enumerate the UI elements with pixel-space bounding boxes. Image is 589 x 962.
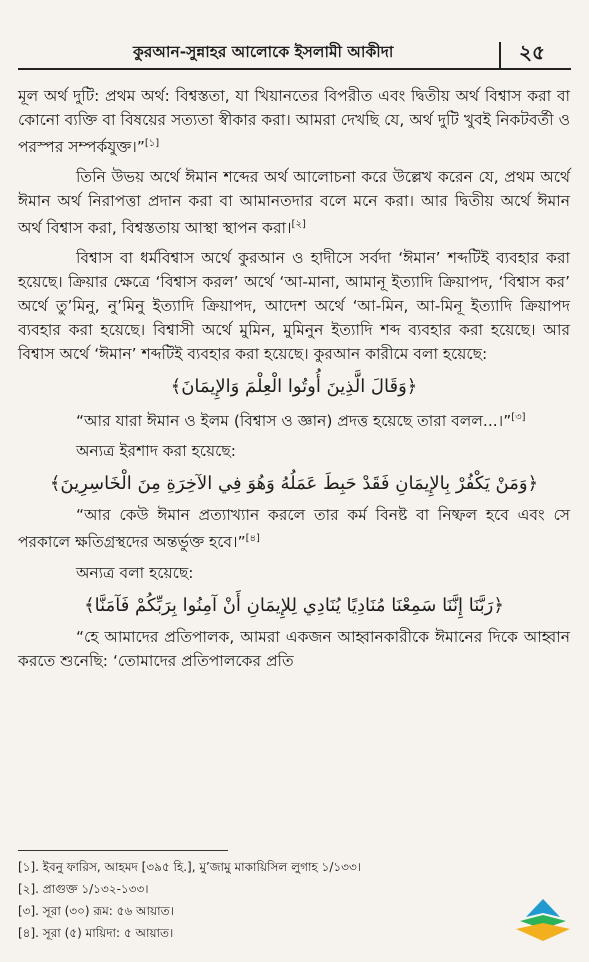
footnote-1: [১]. ইবনু ফারিস, আহমদ [৩৯৫ হি.], মু’জামু মাকায়িসিল লুগাহ ১/১৩৩। [18,860,362,874]
body-text [18,84,570,679]
footnote-ref-4: [৪] [245,533,260,545]
header-divider [499,42,501,70]
intro-2: অন্যত্র ইরশাদ করা হয়েছে: [76,442,236,461]
footnote-3: [৩]. সূরা (৩০) রূম: ৫৬ আয়াত। [18,904,174,918]
translation-3: “হে আমাদের প্রতিপালক, আমরা একজন আহ্বানকারীকে ঈমানের দিকে আহ্বান করতে শুনেছি: ‘তোমাদের প্রতিপালকের প্রতি [18,627,570,670]
footnote-ref-1: [১] [144,138,160,149]
footnote-rule [18,850,228,851]
footnote-2: [২]. প্রাগুক্ত ১/১৩২-১৩৩। [18,882,149,896]
page-number: ২৫ [519,40,545,64]
publisher-logo-icon [510,895,576,945]
translation-1: “আর যারা ঈমান ও ইলম (বিশ্বাস ও জ্ঞান) প্রদত্ত হয়েছে তারা বলল...।”[৩] [76,412,526,431]
footnote-4: [৪]. সূরা (৫) মায়িদা: ৫ আয়াত। [18,926,174,940]
paragraph-1: মূল অর্থ দুটি: প্রথম অর্থ: বিশ্বস্ততা, যা খিয়ানতের বিপরীত এবং দ্বিতীয় অর্থ বিশ্বাস করা বা কোনো ব্যক্তি বা বিষয়ের সত্যতা স্বীকার করা। আমরা দেখছি যে, অর্থ দুটি খুবই নিকটবর্তী ও পরস্পর সম্পর্কযুক্ত।”[১] [18,87,570,157]
footnote-ref-3: [৩] [511,412,526,424]
intro-3: অন্যত্র বলা হয়েছে: [76,563,194,582]
footnotes [18,856,478,944]
translation-2: “আর কেউ ঈমান প্রত্যাখ্যান করলে তার কর্ম বিনষ্ট বা নিষ্ফল হবে এবং সে পরকালে ক্ষতিগ্রস্থদের অন্তর্ভুক্ত হবে।”[৪] [18,506,570,552]
footnote-ref-2: [২] [291,219,306,231]
quran-verse-1: ﴿وَقَالَ الَّذِينَ أُوتُوا الْعِلْمَ وَالإِيمَانَ﴾ [170,376,418,398]
quran-verse-2: ﴿وَمَنْ يَكْفُرْ بِالإِيمَانِ فَقَدْ حَبِطَ عَمَلُهُ وَهُوَ فِي الآخِرَةِ مِنَ الْخَاسِرِينَ﴾ [49,473,539,495]
paragraph-2: তিনি উভয় অর্থে ঈমান শব্দের অর্থ আলোচনা করে উল্লেখ করেন যে, প্রথম অর্থে ঈমান অর্থ নিরাপত্তা প্রদান করা বা আমানতদার বলে মনে করা। আর দ্বিতীয় অর্থে ঈমান অর্থ বিশ্বাস করা, বিশ্বস্ততায় আস্থা স্থাপন করা।[২] [18,168,570,238]
header-rule [18,68,571,70]
quran-verse-3: ﴿رَبَّنَا إِنَّنَا سَمِعْنَا مُنَادِيًا يُنَادِي لِلإِيمَانِ أَنْ آمِنُوا بِرَبِّكُمْ فَآمَنَّا﴾ [84,594,504,616]
header-title: কুরআন-সুন্নাহর আলোকে ইসলামী আকীদা [133,43,394,61]
running-header [18,38,571,72]
paragraph-3: বিশ্বাস বা ধর্মবিশ্বাস অর্থে কুরআন ও হাদীসে সর্বদা ‘ঈমান’ শব্দটিই ব্যবহার করা হয়েছে। ক্রিয়ার ক্ষেত্রে ‘বিশ্বাস করল’ অর্থে ‘আ-মানা, আমানূ ইত্যাদি ক্রিয়াপদ, ‘বিশ্বাস কর’ অর্থে তু’মিনু, নু’মিনু ইত্যাদি ক্রিয়াপদ, আদেশ অর্থে ‘আ-মিন, আ-মিনূ ইত্যাদি ক্রিয়াপদ ব্যবহার করা হয়েছে। বিশ্বাসী অর্থে মুমিন, মুমিনুন ইত্যাদি শব্দ ব্যবহার করা হয়েছে। আর বিশ্বাস অর্থে ‘ঈমান’ শব্দটিই ব্যবহার করা হয়েছে। কুরআন কারীমে বলা হয়েছে: [18,249,570,364]
